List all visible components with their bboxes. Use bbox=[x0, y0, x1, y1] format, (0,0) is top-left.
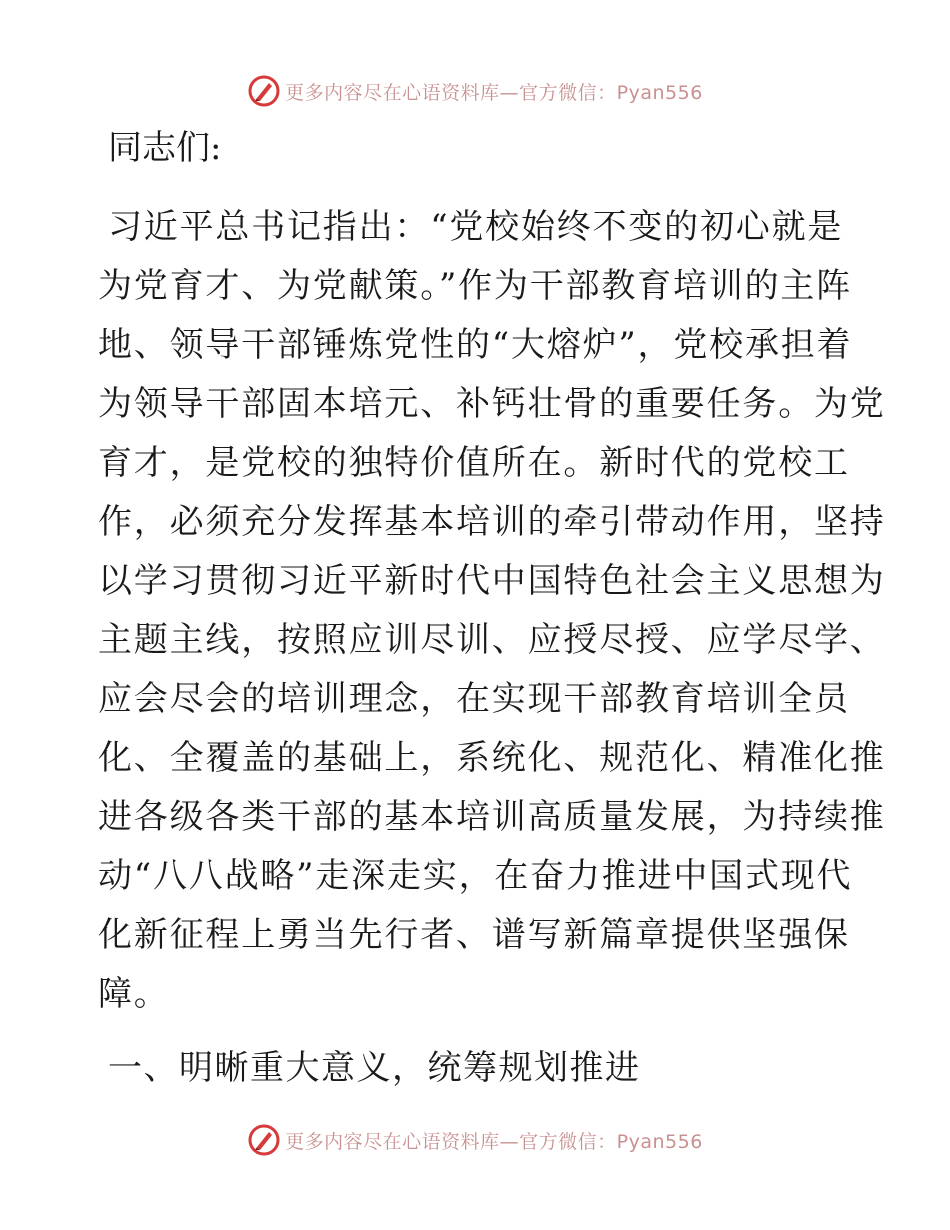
watermark-banner-bottom bbox=[0, 1120, 950, 1160]
paragraph-line: 为党育才、为党献策。”作为干部教育培训的主阵 bbox=[98, 266, 852, 306]
body-paragraph bbox=[98, 198, 886, 1024]
pen-logo-icon bbox=[247, 74, 281, 108]
paragraph-line: 为领导干部固本培元、补钙壮骨的重要任务。为党 bbox=[98, 384, 886, 424]
paragraph-line: 化、全覆盖的基础上，系统化、规范化、精准化推 bbox=[98, 738, 886, 778]
section-heading: 一、明晰重大意义，统筹规划推进 bbox=[108, 1048, 641, 1088]
greeting: 同志们: bbox=[108, 128, 222, 168]
paragraph-line: 以学习贯彻习近平新时代中国特色社会主义思想为 bbox=[98, 561, 886, 601]
paragraph-line: 进各级各类干部的基本培训高质量发展，为持续推 bbox=[98, 797, 886, 837]
paragraph-line: 作，必须充分发挥基本培训的牵引带动作用，坚持 bbox=[98, 502, 886, 542]
paragraph-line: 育才，是党校的独特价值所在。新时代的党校工 bbox=[98, 443, 850, 483]
document-body bbox=[98, 120, 886, 1096]
watermark-banner-top bbox=[0, 71, 950, 111]
pen-logo-icon bbox=[247, 1123, 281, 1157]
watermark-text: 更多内容尽在心语资料库—官方微信：Pyan556 bbox=[285, 81, 703, 104]
paragraph-line: 动“八八战略”走深走实，在奋力推进中国式现代 bbox=[98, 856, 853, 896]
paragraph-line: 习近平总书记指出：“党校始终不变的初心就是 bbox=[108, 207, 844, 247]
paragraph-line: 主题主线，按照应训尽训、应授尽授、应学尽学、 bbox=[98, 620, 886, 660]
watermark-text: 更多内容尽在心语资料库—官方微信：Pyan556 bbox=[285, 1130, 703, 1153]
paragraph-line: 障。 bbox=[98, 974, 170, 1014]
paragraph-line: 应会尽会的培训理念，在实现干部教育培训全员 bbox=[98, 679, 850, 719]
paragraph-line: 地、领导干部锤炼党性的“大熔炉”，党校承担着 bbox=[98, 325, 853, 365]
paragraph-line: 化新征程上勇当先行者、谱写新篇章提供坚强保 bbox=[98, 915, 850, 955]
